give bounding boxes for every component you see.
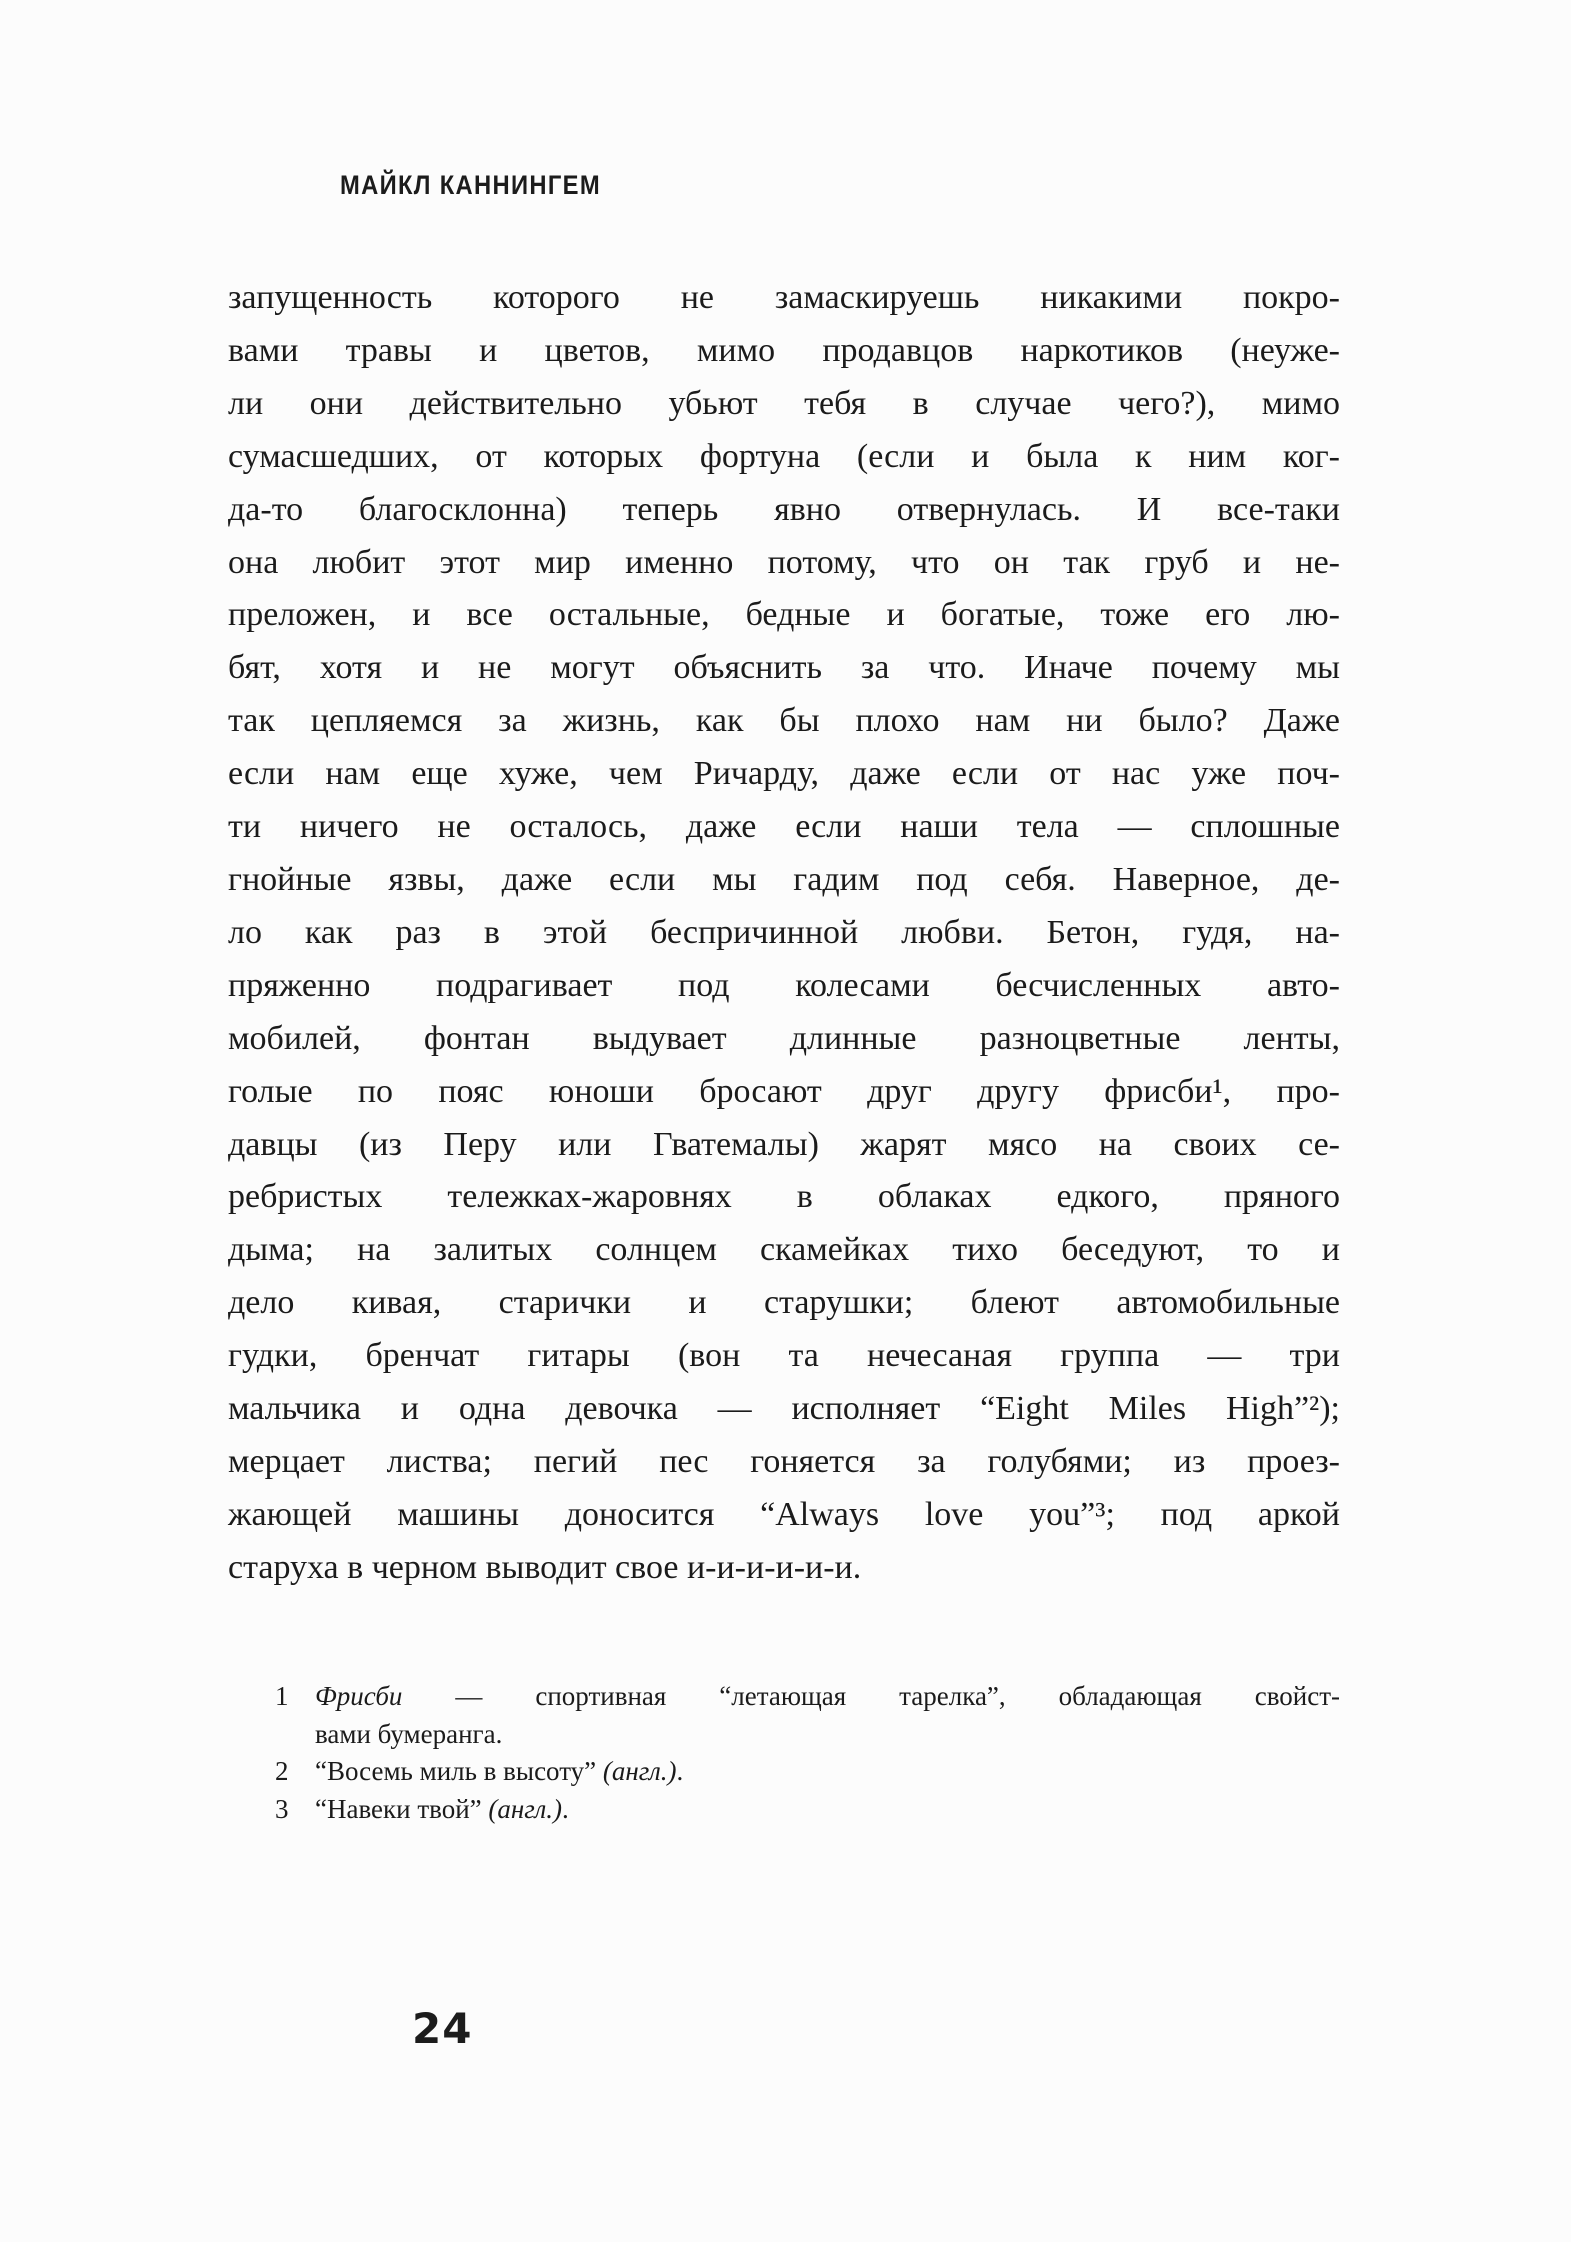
body-line: ребристых тележках-жаровнях в облаках едкого, пряного: [228, 1178, 1340, 1216]
footnote-line: вами бумеранга.: [315, 1718, 503, 1749]
body-line: дыма; на залитых солнцем скамейках тихо беседуют, то и: [228, 1231, 1340, 1269]
body-line: гнойные язвы, даже если мы гадим под себя. Наверное, де-: [228, 860, 1340, 898]
body-line: ло как раз в этой беспричинной любви. Бетон, гудя, на-: [228, 913, 1340, 951]
body-line: мобилей, фонтан выдувает длинные разноцветные ленты,: [228, 1019, 1340, 1057]
body-line: давцы (из Перу или Гватемалы) жарят мясо на своих се-: [228, 1125, 1340, 1163]
body-line: вами травы и цветов, мимо продавцов наркотиков (неуже-: [228, 331, 1340, 369]
body-line: гудки, бренчат гитары (вон та нечесаная группа — три: [228, 1337, 1340, 1375]
running-header-author: МАЙКЛ КАННИНГЕМ: [340, 170, 601, 200]
footnote-line: “Навеки твой” (англ.).: [315, 1793, 569, 1824]
body-line: да-то благосклонна) теперь явно отвернулась. И все-таки: [228, 490, 1340, 528]
body-line: мерцает листва; пегий пес гоняется за голубями; из проез-: [228, 1442, 1340, 1480]
footnote-line: “Восемь миль в высоту” (англ.).: [315, 1756, 684, 1786]
body-line: так цепляемся за жизнь, как бы плохо нам ни было? Даже: [228, 702, 1340, 740]
footnote-line: Фрисби — спортивная “летающая тарелка”, обладающая свойст-: [315, 1681, 1340, 1711]
footnote-text: [315, 1678, 1340, 1753]
footnote: [228, 1753, 1340, 1791]
body-line: она любит этот мир именно потому, что он так груб и не-: [228, 543, 1340, 581]
footnote: [228, 1678, 1340, 1753]
body-line: ли они действительно убьют тебя в случае чего?), мимо: [228, 384, 1340, 422]
body-line: запущенность которого не замаскируешь никакими покро-: [228, 279, 1340, 316]
body-line: пряженно подрагивает под колесами бесчисленных авто-: [228, 966, 1340, 1004]
body-line: ти ничего не осталось, даже если наши тела — сплошные: [228, 808, 1340, 846]
page-number: 24: [412, 2004, 473, 2053]
body-line: бят, хотя и не могут объяснить за что. Иначе почему мы: [228, 649, 1340, 687]
body-line: мальчика и одна девочка — исполняет “Eight Miles High”²);: [228, 1390, 1340, 1428]
body-line: преложен, и все остальные, бедные и богатые, тоже его лю-: [228, 596, 1340, 634]
body-line: если нам еще хуже, чем Ричарду, даже если от нас уже поч-: [228, 755, 1340, 793]
footnote-marker: 3: [275, 1793, 289, 1824]
body-text: [228, 272, 1340, 1595]
body-line: сумасшедших, от которых фортуна (если и была к ним ког-: [228, 437, 1340, 475]
footnotes: [228, 1678, 1340, 1828]
footnote-marker: 1: [275, 1681, 289, 1711]
footnote-text: [315, 1753, 1340, 1791]
body-line: старуха в черном выводит свое и-и-и-и-и-и.: [228, 1548, 862, 1586]
body-line: жающей машины доносится “Always love you”³; под аркой: [228, 1495, 1340, 1533]
body-line: голые по пояс юноши бросают друг другу фрисби¹, про-: [228, 1072, 1340, 1110]
body-line: дело кивая, старички и старушки; блеют автомобильные: [228, 1284, 1340, 1322]
footnote-marker: 2: [275, 1756, 289, 1786]
footnote: [228, 1791, 1340, 1829]
footnote-text: [315, 1791, 1340, 1829]
